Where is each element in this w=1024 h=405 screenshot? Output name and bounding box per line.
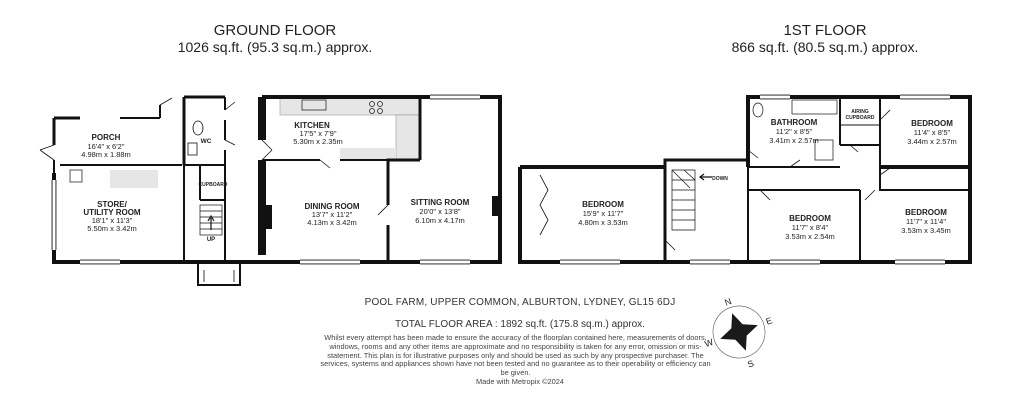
store-label-2: UTILITY ROOM — [83, 208, 141, 217]
store-imperial: 18'1" x 11'3" — [91, 216, 133, 225]
disclaimer-text: Whilst every attempt has been made to ensure the accuracy of the floorplan contained here, measurements of doors, windows, rooms and any other items are approximate and no responsibility is taken for any error, omission or mis-statement. This plan is for illustrative purposes only and should be used as such by any prospective purchaser. The services, systems and appliances shown have not been tested and no guarantee as to their operability or efficiency can be given. — [320, 333, 711, 378]
bathroom-label: BATHROOM — [770, 118, 818, 127]
bedroom-left-imperial: 15'9" x 11'7" — [582, 209, 624, 218]
bedroom-left-metric: 4.80m x 3.53m — [578, 218, 628, 227]
utility-worktop — [110, 170, 158, 188]
kitchen-worktop-island — [396, 115, 420, 160]
porch-metric: 4.98m x 1.88m — [81, 150, 131, 159]
made-with-credit: Made with Metropix ©2024 — [475, 377, 565, 386]
kitchen-imperial: 17'5" x 7'9" — [299, 129, 337, 138]
compass-e: E — [764, 315, 774, 327]
ground-floor-plan — [40, 95, 500, 285]
first-floor-labels — [578, 109, 957, 241]
compass-n: N — [723, 296, 733, 308]
kitchen-worktop — [280, 97, 420, 115]
kitchen-label: KITCHEN — [294, 121, 330, 130]
compass-s: S — [746, 358, 756, 370]
first-floor-area: 866 sq.ft. (80.5 sq.m.) approx. — [731, 39, 919, 55]
airing-label-2: CUPBOARD — [845, 115, 875, 121]
bedroom-top-right-label: BEDROOM — [911, 119, 953, 128]
wc-label: WC — [200, 138, 212, 145]
dining-imperial: 13'7" x 11'2" — [311, 210, 353, 219]
ground-floor-area: 1026 sq.ft. (95.3 sq.m.) approx. — [177, 39, 373, 55]
total-floor-area: TOTAL FLOOR AREA : 1892 sq.ft. (175.8 sq.m.) approx. — [395, 319, 645, 330]
bedroom-right-imperial: 11'7" x 11'4" — [905, 217, 947, 226]
store-label: STORE/ — [97, 200, 127, 209]
ground-floor-title: GROUND FLOOR — [213, 22, 337, 39]
bedroom-right-label: BEDROOM — [905, 208, 947, 217]
ground-stair-label: UP — [206, 237, 216, 243]
bedroom-middle-metric: 3.53m x 2.54m — [785, 232, 835, 241]
first-floor-title: 1ST FLOOR — [783, 22, 867, 39]
sitting-imperial: 20'0" x 13'8" — [419, 207, 461, 216]
bedroom-right-metric: 3.53m x 3.45m — [901, 226, 951, 235]
ground-stairs — [200, 205, 222, 235]
first-floor-stairs — [672, 170, 712, 230]
bathroom-metric: 3.41m x 2.57m — [769, 136, 819, 145]
compass-w: W — [703, 336, 715, 350]
bedroom-top-right-imperial: 11'4" x 8'5" — [913, 128, 951, 137]
airing-label: AIRING — [851, 109, 869, 115]
bedroom-middle-imperial: 11'7" x 8'4" — [791, 223, 829, 232]
bedroom-top-right-metric: 3.44m x 2.57m — [907, 137, 957, 146]
property-address: POOL FARM, UPPER COMMON, ALBURTON, LYDNEY, GL15 6DJ — [364, 297, 676, 308]
sitting-metric: 6.10m x 4.17m — [415, 216, 465, 225]
dining-metric: 4.13m x 3.42m — [307, 218, 357, 227]
porch-label: PORCH — [91, 133, 121, 142]
first-stair-label: DOWN — [712, 176, 728, 182]
bedroom-middle-label: BEDROOM — [789, 214, 831, 223]
bathroom-imperial: 11'2" x 8'5" — [775, 127, 813, 136]
cupboard-label: CUPBOARD — [198, 182, 228, 188]
kitchen-metric: 5.30m x 2.35m — [293, 137, 343, 146]
porch-imperial: 16'4" x 6'2" — [87, 142, 125, 151]
first-floor-plan — [520, 95, 970, 264]
store-metric: 5.50m x 3.42m — [87, 224, 137, 233]
sitting-label: SITTING ROOM — [410, 198, 470, 207]
bedroom-left-label: BEDROOM — [582, 200, 624, 209]
kitchen-lower-worktop — [340, 148, 396, 160]
dining-label: DINING ROOM — [304, 202, 360, 211]
